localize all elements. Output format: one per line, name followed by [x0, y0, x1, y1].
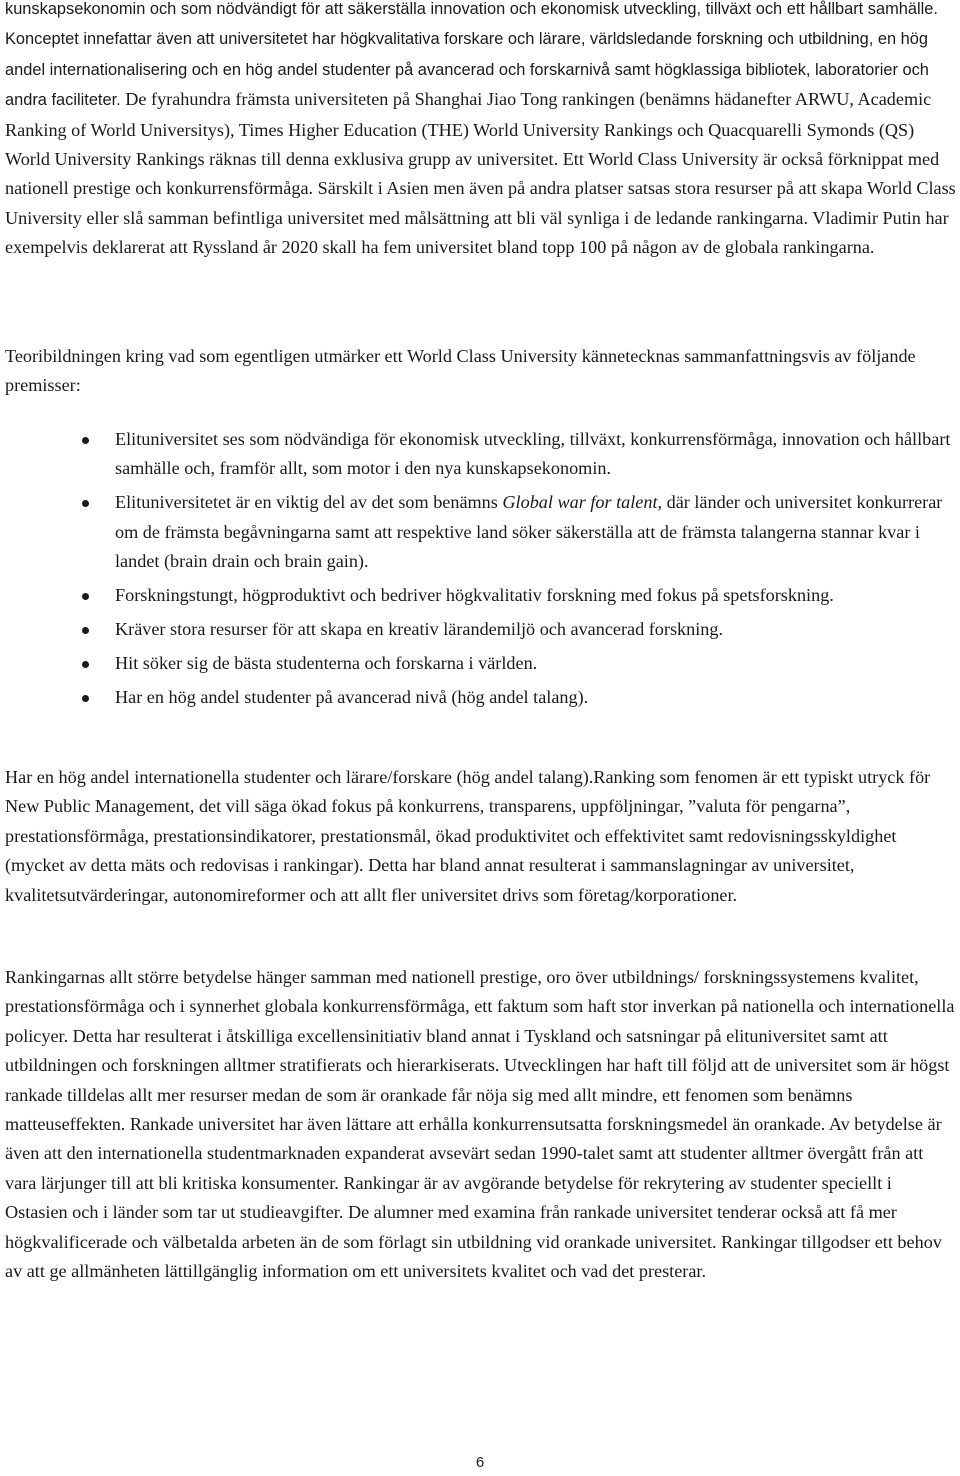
list-item-text: Hit söker sig de bästa studenterna och forskarna i världen.	[115, 653, 538, 674]
list-item-text-end: , där länder och universitet konkurrerar om de främsta begåvningarna samt att respektive land söker säkerställa att de främsta talangerna stannar kvar i landet (brain drain och brain gain).	[115, 492, 943, 572]
paragraph-serif-run: De fyrahundra främsta universiteten på Shanghai Jiao Tong rankingen (benämns hädanefter ARWU, Academic Ranking of World Universitys), Times Higher Education (THE) World University Rankings och Quacquarelli Symonds (QS) World University Rankings räknas till denna exklusiva grupp av universitet. Ett World Class University är också förknippat med nationell prestige och konkurrensförmåga. Särskilt i Asien men även på andra platser satsas stora resurser på att skapa World Class University eller slå samman befintliga universitet med målsättning att bli väl synliga i de ledande rankingarna. Vladimir Putin har exempelvis deklarerat att Ryssland år 2020 skall ha fem universitet bland topp 100 på någon av de globala rankingarna.	[5, 89, 956, 258]
list-item	[5, 581, 957, 610]
list-item-text: Har en hög andel studenter på avancerad nivå (hög andel talang).	[115, 687, 589, 708]
bullet-icon	[82, 661, 89, 668]
bullet-icon	[82, 437, 89, 444]
paragraph-theory-intro: Teoribildningen kring vad som egentligen utmärker ett World Class University kännetecknas sammanfattningsvis av följande premisser:	[5, 346, 916, 396]
bullet-icon	[82, 627, 89, 634]
premises-bullet-list	[5, 425, 957, 717]
paragraph-ranking-importance: Rankingarnas allt större betydelse hänger samman med nationell prestige, oro över utbildnings/ forskningssystemens kvalitet, prestationsförmåga och i synnerhet globala konkurrensförmåga, ett faktum som haft stor inverkan på nationella och internationella policyer. Detta har resulterat i åtskilliga excellensinitiativ bland annat i Tyskland och satsningar på elituniversitet samt att utbildningen och forskningen alltmer stratifierats och hierarkiserats. Utvecklingen har haft till följd att de universitet som är högst rankade tilldelas allt mer resurser medan de som är orankade får nöja sig med allt mindre, ett fenomen som benämns matteuseffekten. Rankade universitet har även lättare att erhålla konkurrensutsatta forskningsmedel än orankade. Av betydelse är även att den internationella studentmarknaden expanderat avsevärt sedan 1990-talet samt att studenter alltmer övergått från att vara lärjunger till att bli kritiska konsumenter. Rankingar är av avgörande betydelse för rekrytering av studenter speciellt i Ostasien och i länder som tar ut studieavgifter. De alumner med examina från rankade universitet tenderar också att få mer högkvalificerade och välbetalda arbeten än de som förlagt sin utbildning vid orankade universitet. Rankingar tillgodser ett behov av att ge allmänheten lättillgänglig information om ett universitets kvalitet och vad det presterar.	[5, 967, 955, 1282]
list-item	[5, 488, 957, 576]
list-item	[5, 425, 957, 484]
paragraph-sans-run: kunskapsekonomin och som nödvändigt för att säkerställa innovation och ekonomisk utveckling, tillväxt och ett hållbart samhälle. Konceptet innefattar även att universitetet har högkvalitativa forskare och lärare, världsledande forskning och utbildning, en hög andel internationalisering och en hög andel studenter på avancerad och forskarnivå samt högklassiga bibliotek, laboratorier och andra faciliteter.	[5, 0, 938, 110]
list-item-text-start: Elituniversitetet är en viktig del av det som benämns	[115, 492, 503, 513]
list-item	[5, 649, 957, 678]
page-number: 6	[475, 1454, 485, 1471]
list-item	[5, 615, 957, 644]
bullet-icon	[82, 500, 89, 507]
bullet-icon	[82, 695, 89, 702]
list-item-text: Elituniversitet ses som nödvändiga för ekonomisk utveckling, tillväxt, konkurrensförmåga, innovation och hållbart samhälle och, framför allt, som motor i den nya kunskapsekonomin.	[115, 429, 951, 479]
list-item-text	[115, 492, 942, 571]
bullet-icon	[82, 593, 89, 600]
paragraph-ranking-npm: Har en hög andel internationella studenter och lärare/forskare (hög andel talang).Ranking som fenomen är ett typiskt utryck för New Public Management, det vill säga ökad fokus på konkurrens, transparens, uppföljningar, ”valuta för pengarna”, prestationsförmåga, prestationsindikatorer, prestationsmål, ökad produktivitet och effektivitet samt redovisningsskyldighet (mycket av detta mäts och redovisas i rankingar). Detta har bland annat resulterat i sammanslagningar av universitet, kvalitetsutvärderingar, autonomireformer och att allt fler universitet drivs som företag/korporationer.	[5, 767, 931, 905]
italic-term: Global war for talent	[502, 492, 658, 513]
list-item-text: Kräver stora resurser för att skapa en kreativ lärandemiljö och avancerad forskning.	[115, 619, 724, 640]
list-item	[5, 683, 957, 712]
paragraph-world-class-concept	[5, 0, 957, 263]
list-item-text: Forskningstungt, högproduktivt och bedriver högkvalitativ forskning med fokus på spetsforskning.	[115, 585, 834, 606]
